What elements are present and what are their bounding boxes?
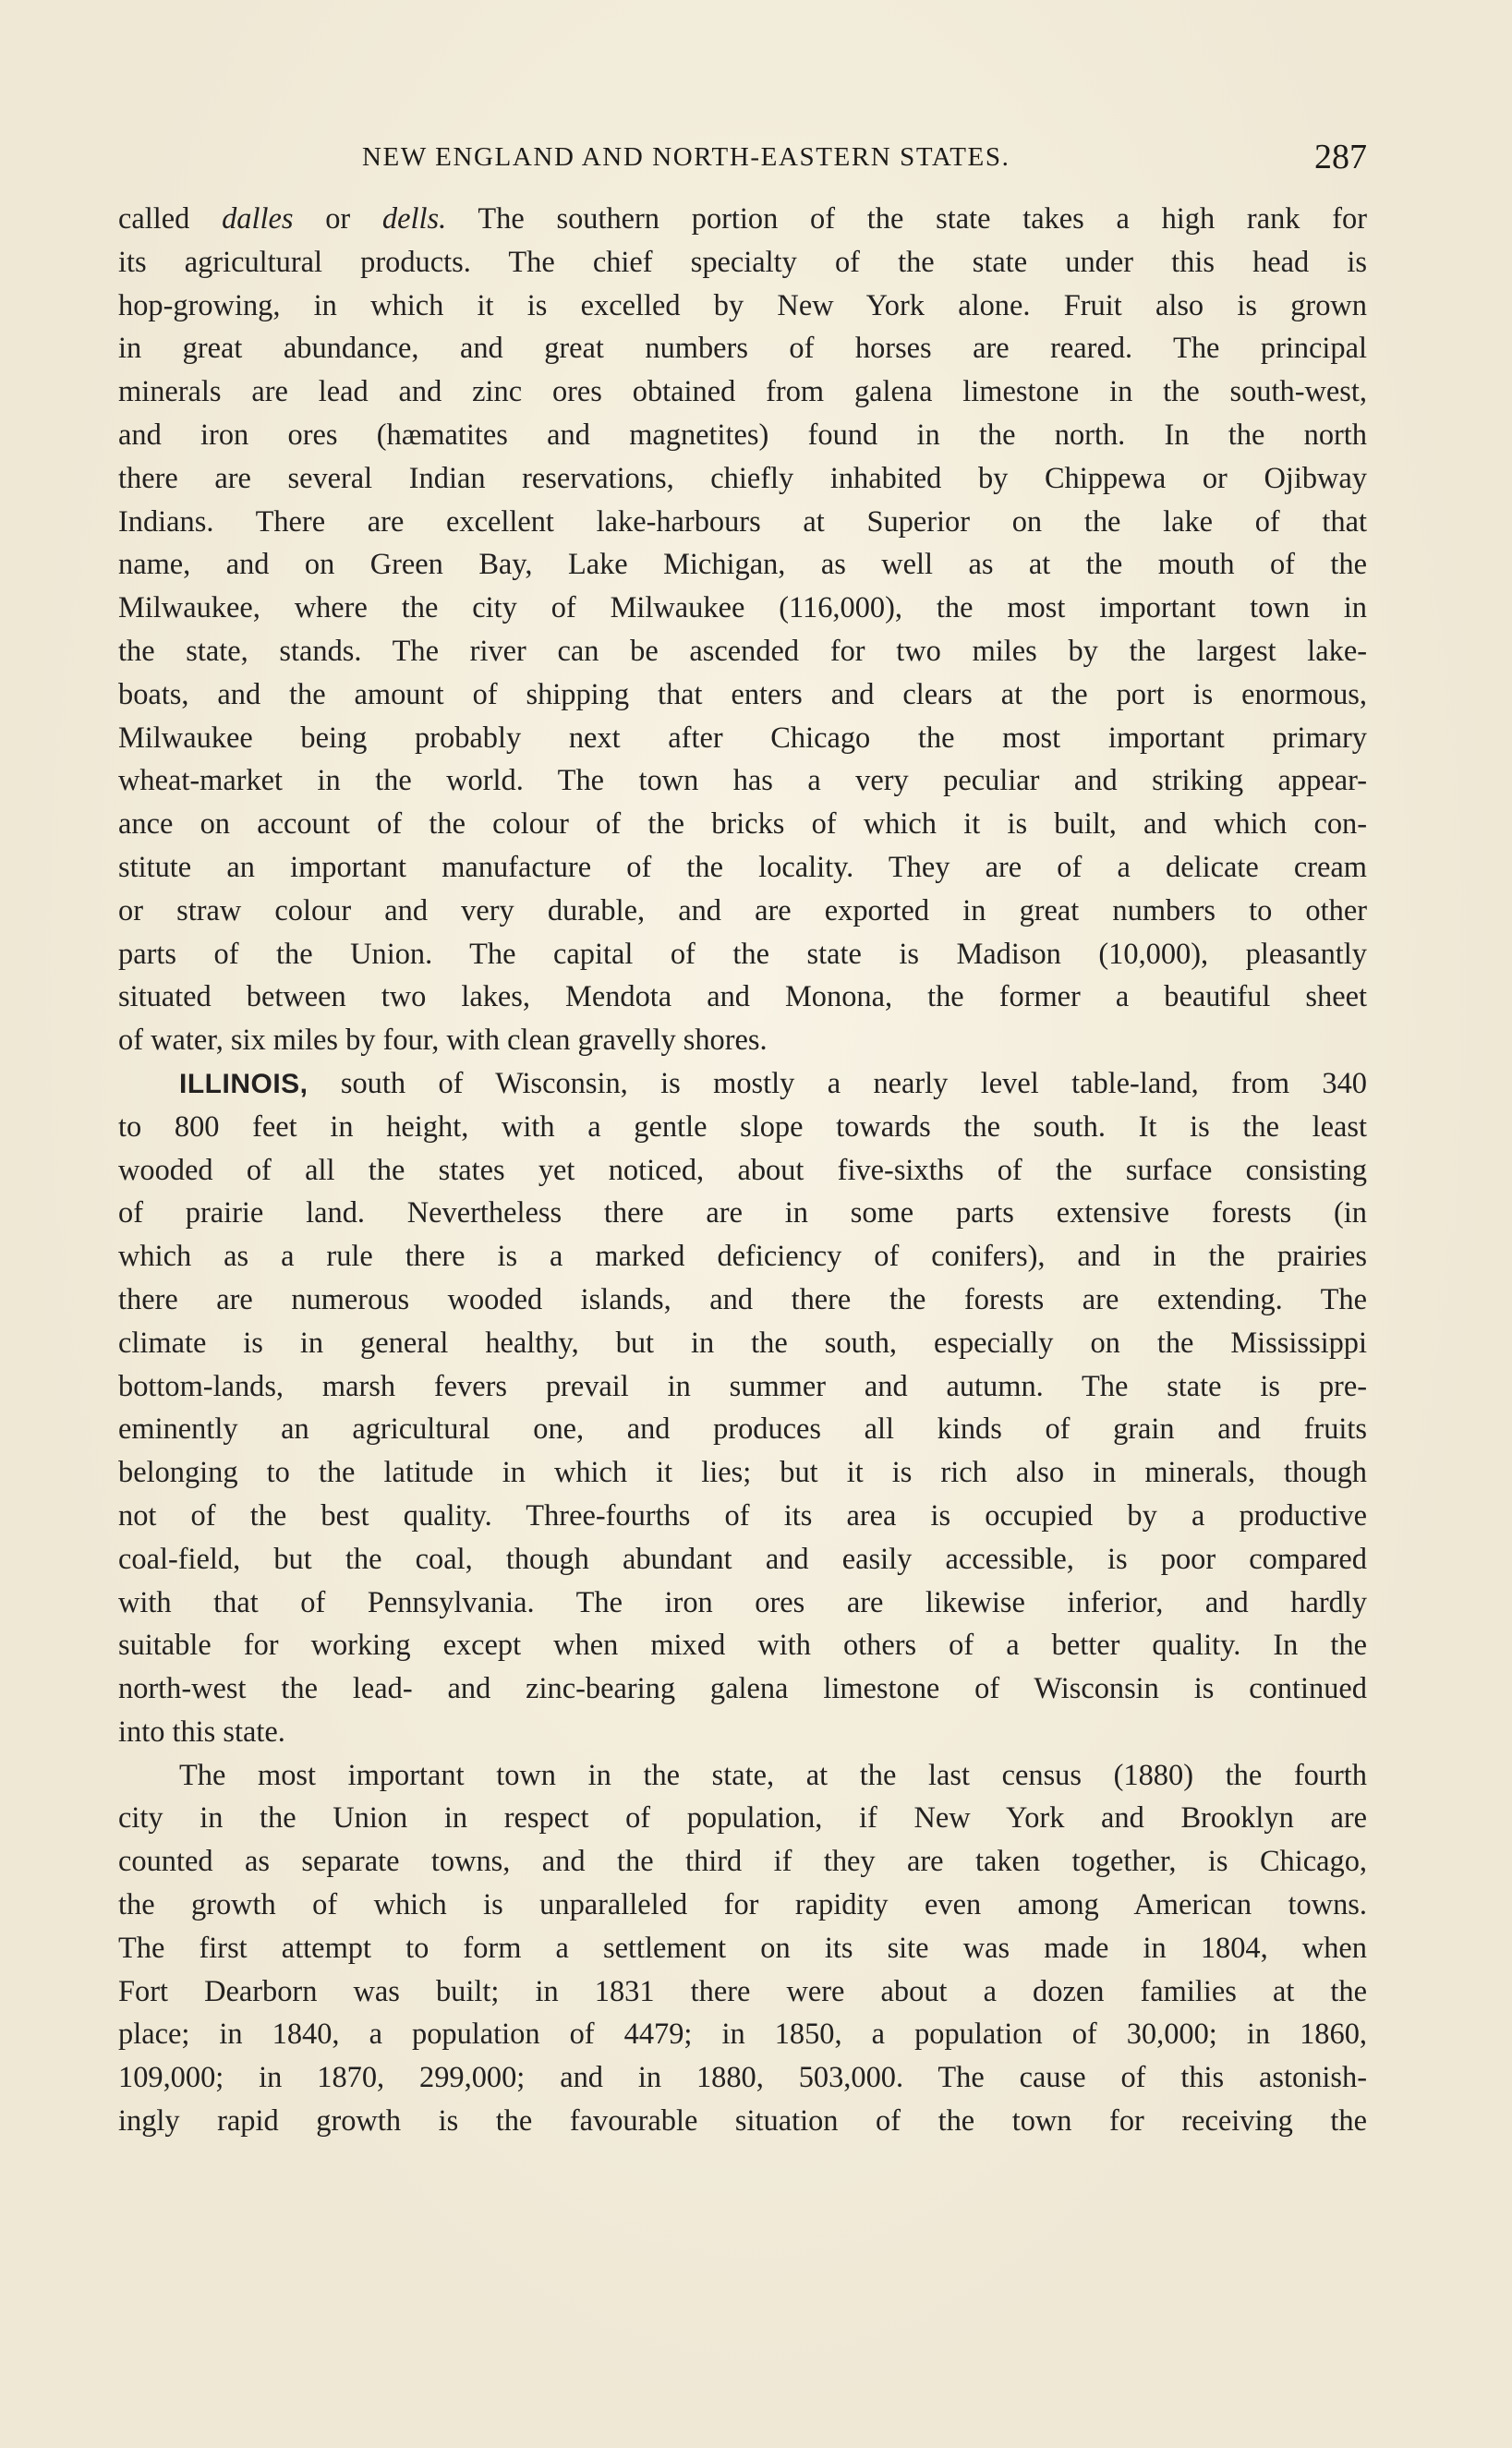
text-line: into this state.	[118, 1715, 285, 1749]
text-line: counted as separate towns, and the third if they are taken together, is Chicago,	[118, 1845, 1367, 1879]
text-line: bottom-lands, marsh fevers prevail in summer and autumn. The state is pre-	[118, 1369, 1367, 1403]
text-run: called	[118, 202, 223, 236]
body-text	[118, 198, 1367, 2143]
text-line: there are several Indian reservations, chiefly inhabited by Chippewa or Ojibway	[118, 461, 1367, 495]
text-line: Fort Dearborn was built; in 1831 there were about a dozen families at the	[118, 1974, 1367, 2008]
text-line: boats, and the amount of shipping that enters and clears at the port is enormous,	[118, 677, 1367, 711]
text-line: in great abundance, and great numbers of horses are reared. The principal	[118, 332, 1367, 366]
text-line: suitable for working except when mixed with others of a better quality. In the	[118, 1629, 1367, 1663]
text-line: Milwaukee, where the city of Milwaukee (116,000), the most important town in	[118, 591, 1367, 625]
text-line: wheat-market in the world. The town has a very peculiar and striking appear-	[118, 764, 1367, 798]
page-number: 287	[1314, 138, 1367, 176]
text-line: climate is in general healthy, but in the south, especially on the Mississippi	[118, 1326, 1367, 1360]
text-line: minerals are lead and zinc ores obtained from galena limestone in the south-west,	[118, 375, 1367, 409]
text-line: which as a rule there is a marked deficiency of conifers), and in the prairies	[118, 1240, 1367, 1274]
text-line: eminently an agricultural one, and produces all kinds of grain and fruits	[118, 1412, 1367, 1447]
text-run: south of Wisconsin, is mostly a nearly level table-land, from 340	[308, 1066, 1367, 1100]
italic-term: dalles	[222, 202, 294, 236]
text-line: stitute an important manufacture of the locality. They are of a delicate cream	[118, 850, 1367, 884]
text-run: or	[293, 202, 382, 236]
text-line: north-west the lead- and zinc-bearing galena limestone of Wisconsin is continued	[118, 1672, 1367, 1706]
text-line: name, and on Green Bay, Lake Michigan, as well as at the mouth of the	[118, 548, 1367, 582]
text-line: its agricultural products. The chief specialty of the state under this head is	[118, 245, 1367, 279]
text-line	[118, 1062, 1367, 1106]
text-line: situated between two lakes, Mendota and Monona, the former a beautiful sheet	[118, 980, 1367, 1014]
italic-term: dells.	[381, 202, 447, 236]
text-line: belonging to the latitude in which it lies; but it is rich also in minerals, though	[118, 1456, 1367, 1490]
text-line: the growth of which is unparalleled for rapidity even among American towns.	[118, 1888, 1367, 1922]
text-line: 109,000; in 1870, 299,000; and in 1880, 503,000. The cause of this astonish-	[118, 2061, 1367, 2095]
text-line	[118, 198, 1367, 241]
text-line: the state, stands. The river can be ascended for two miles by the largest lake-	[118, 634, 1367, 668]
text-line: hop-growing, in which it is excelled by New York alone. Fruit also is grown	[118, 288, 1367, 322]
text-line: Indians. There are excellent lake-harbours at Superior on the lake of that	[118, 504, 1367, 539]
text-line: Milwaukee being probably next after Chicago the most important primary	[118, 721, 1367, 755]
text-line: of prairie land. Nevertheless there are in some parts extensive forests (in	[118, 1196, 1367, 1230]
text-line: The first attempt to form a settlement on its site was made in 1804, when	[118, 1931, 1367, 1965]
text-run: The southern portion of the state takes a high rank for	[446, 202, 1367, 236]
paragraph-chicago	[118, 1754, 1367, 2143]
text-line: coal-field, but the coal, though abundant and easily accessible, is poor compared	[118, 1542, 1367, 1576]
running-title: NEW ENGLAND AND NORTH-EASTERN STATES.	[362, 142, 1010, 172]
text-line: ance on account of the colour of the bricks of which it is built, and which con-	[118, 807, 1367, 842]
text-line: place; in 1840, a population of 4479; in 1850, a population of 30,000; in 1860,	[118, 2018, 1367, 2052]
text-line: to 800 feet in height, with a gentle slope towards the south. It is the least	[118, 1109, 1367, 1144]
text-line: parts of the Union. The capital of the state is Madison (10,000), pleasantly	[118, 937, 1367, 971]
text-line: ingly rapid growth is the favourable situation of the town for receiving the	[118, 2104, 1367, 2139]
text-line: city in the Union in respect of population, if New York and Brooklyn are	[118, 1801, 1367, 1836]
text-line: there are numerous wooded islands, and there the forests are extending. The	[118, 1282, 1367, 1316]
text-line: wooded of all the states yet noticed, about five-sixths of the surface consisting	[118, 1153, 1367, 1187]
text-line: and iron ores (hæmatites and magnetites) found in the north. In the north	[118, 418, 1367, 452]
text-line: with that of Pennsylvania. The iron ores are likewise inferior, and hardly	[118, 1585, 1367, 1619]
text-line: or straw colour and very durable, and are exported in great numbers to other	[118, 893, 1367, 927]
section-heading-illinois: ILLINOIS,	[179, 1068, 308, 1099]
text-line: of water, six miles by four, with clean gravelly shores.	[118, 1024, 768, 1058]
running-head	[118, 137, 1367, 183]
paragraph-illinois	[118, 1062, 1367, 1754]
text-line: not of the best quality. Three-fourths of its area is occupied by a productive	[118, 1498, 1367, 1533]
paragraph-wisconsin-continued	[118, 198, 1367, 1062]
text-line: The most important town in the state, at the last census (1880) the fourth	[179, 1758, 1367, 1792]
